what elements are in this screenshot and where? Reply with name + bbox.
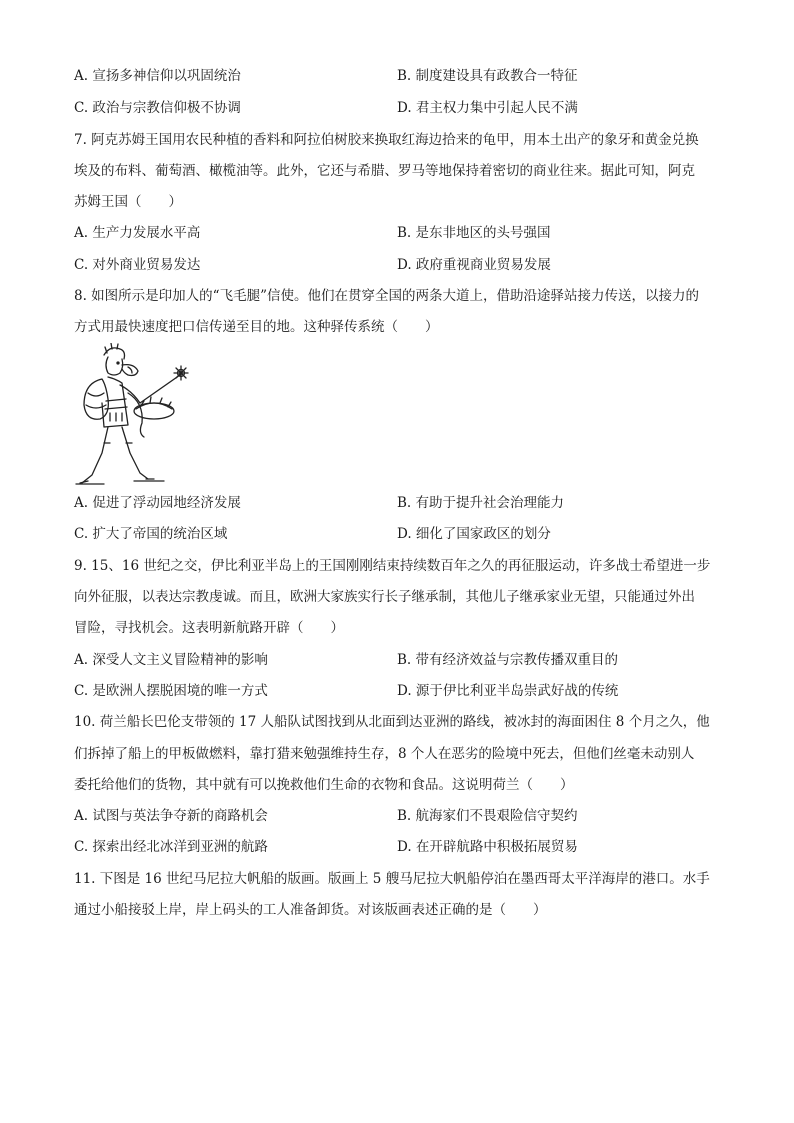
q10-option-b: B. 航海家们不畏艰险信守契约 [397,808,578,824]
q8-stem-line-2: 方式用最快速度把口信传递至目的地。这种驿传系统（ ） [74,319,439,335]
q10-stem-line-2: 们拆掉了船上的甲板做燃料，靠打猎来勉强维持生存，8 个人在恶劣的险境中死去，但他们丝毫未动别人 [74,746,695,762]
inca-runner-messenger-illustration [74,343,196,485]
q9-stem-line-3: 冒险，寻找机会。这表明新航路开辟（ ） [74,620,344,636]
q8-stem-line-1: 8. 如图所示是印加人的“飞毛腿”信使。他们在贯穿全国的两条大道上，借助沿途驿站接力传送，以接力的 [74,288,699,304]
q7-option-d: D. 政府重视商业贸易发展 [397,257,551,273]
q10-stem-line-3: 委托给他们的货物，其中就有可以挽救他们生命的衣物和食品。这说明荷兰（ ） [74,777,574,793]
q6-option-b: B. 制度建设具有政教合一特征 [397,68,578,84]
q8-option-c: C. 扩大了帝国的统治区域 [74,526,228,542]
q8-option-b: B. 有助于提升社会治理能力 [397,495,565,511]
q9-option-c: C. 是欧洲人摆脱困境的唯一方式 [74,683,268,699]
q7-option-c: C. 对外商业贸易发达 [74,257,201,273]
q11-stem-line-1: 11. 下图是 16 世纪马尼拉大帆船的版画。版画上 5 艘马尼拉大帆船停泊在墨西哥太平洋海岸的港口。水手 [74,871,710,887]
q7-stem-line-3: 苏姆王国（ ） [74,194,182,210]
q9-option-a: A. 深受人文主义冒险精神的影响 [74,652,268,668]
q10-option-c: C. 探索出经北冰洋到亚洲的航路 [74,839,268,855]
q10-option-a: A. 试图与英法争夺新的商路机会 [74,808,268,824]
q7-stem-line-2: 埃及的布料、葡萄酒、橄榄油等。此外，它还与希腊、罗马等地保持着密切的商业往来。据此可知，阿克 [74,163,695,179]
q10-option-d: D. 在开辟航路中积极拓展贸易 [397,839,578,855]
q8-option-d: D. 细化了国家政区的划分 [397,526,551,542]
q7-option-b: B. 是东非地区的头号强国 [397,225,551,241]
q9-option-b: B. 带有经济效益与宗教传播双重目的 [397,652,619,668]
q8-option-a: A. 促进了浮动园地经济发展 [74,495,241,511]
q10-stem-line-1: 10. 荷兰船长巴伦支带领的 17 人船队试图找到从北面到达亚洲的路线，被冰封的海面困住 8 个月之久，他 [74,714,710,730]
q9-stem-line-1: 9. 15、16 世纪之交，伊比利亚半岛上的王国刚刚结束持续数百年之久的再征服运动，许多战士希望进一步 [74,558,711,574]
q6-option-c: C. 政治与宗教信仰极不协调 [74,100,241,116]
q7-stem-line-1: 7. 阿克苏姆王国用农民种植的香料和阿拉伯树胶来换取红海边拾来的龟甲，用本土出产的象牙和黄金兑换 [74,132,699,148]
q7-option-a: A. 生产力发展水平高 [74,225,201,241]
q11-stem-line-2: 通过小船接驳上岸，岸上码头的工人准备卸货。对该版画表述正确的是（ ） [74,902,547,918]
q9-stem-line-2: 向外征服，以表达宗教虔诚。而且，欧洲大家族实行长子继承制，其他儿子继承家业无望，只能通过外出 [74,589,695,605]
q6-option-a: A. 宣扬多神信仰以巩固统治 [74,68,241,84]
inca-runner-icon [74,343,196,485]
q6-option-d: D. 君主权力集中引起人民不满 [397,100,578,116]
q9-option-d: D. 源于伊比利亚半岛崇武好战的传统 [397,683,619,699]
